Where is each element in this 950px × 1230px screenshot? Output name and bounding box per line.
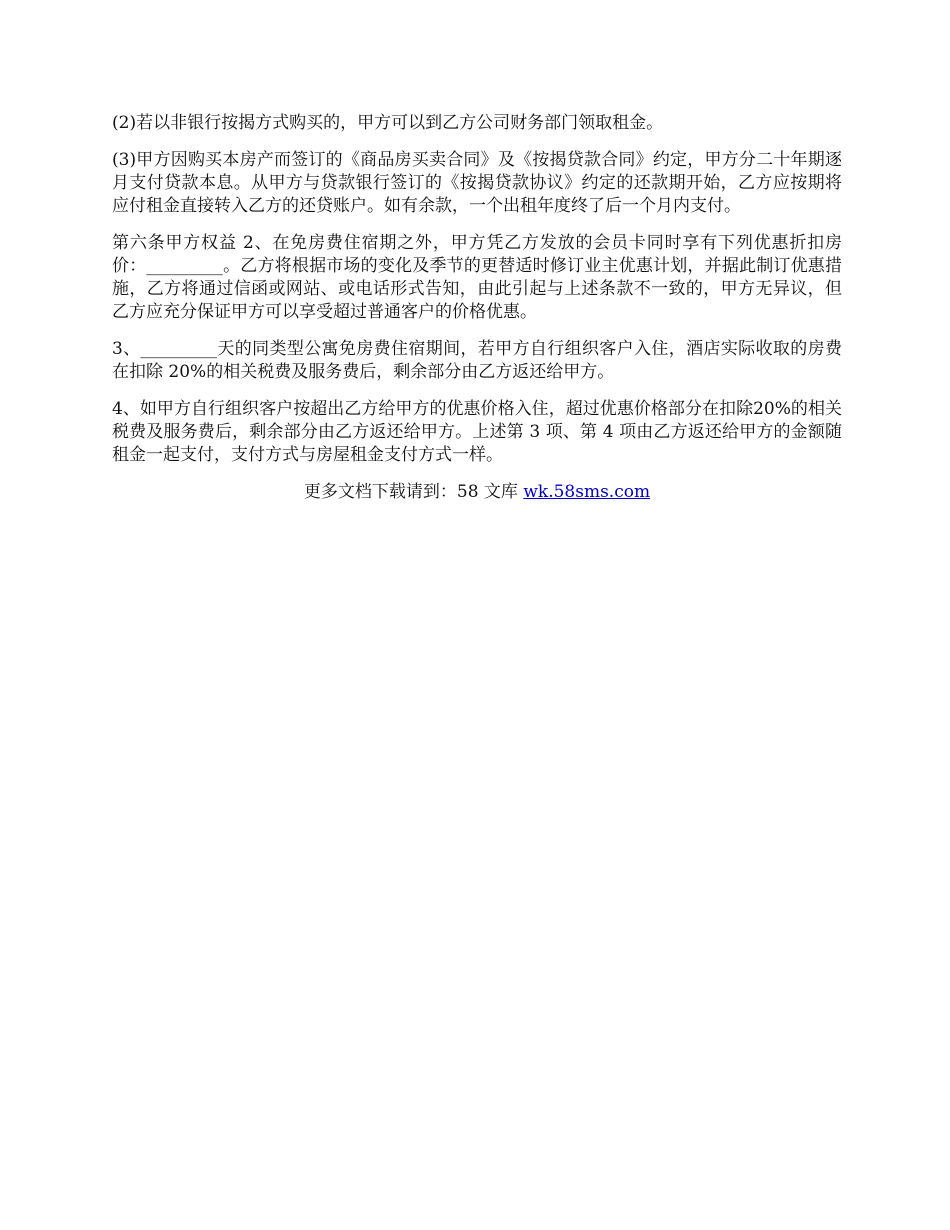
paragraph-excess-price-refund: 4、如甲方自行组织客户按超出乙方给甲方的优惠价格入住，超过优惠价格部分在扣除20%的相关税费及服务费后，剩余部分由乙方返还给甲方。上述第 3 项、第 4 项由乙方返还给甲方的金额随租金一起支付，支付方式与房屋租金支付方式一样。: [112, 399, 842, 465]
footer-link[interactable]: wk.58sms.com: [523, 482, 651, 502]
document-body: [112, 112, 842, 504]
paragraph-free-stay-period: 3、_________天的同类型公寓免房费住宿期间，若甲方自行组织客户入住，酒店实际收取的房费在扣除 20%的相关税费及服务费后，剩余部分由乙方返还给甲方。: [112, 339, 842, 382]
paragraph-article-six-discount: 第六条甲方权益 2、在免房费住宿期之外，甲方凭乙方发放的会员卡同时享有下列优惠折扣房价：_________。乙方将根据市场的变化及季节的更替适时修订业主优惠计划，并据此制订优惠措施，乙方将通过信函或网站、或电话形式告知，由此引起与上述条款不一致的，甲方无异议，但乙方应充分保证甲方可以享受超过普通客户的价格优惠。: [112, 233, 842, 322]
paragraph-mortgage-payment: (3)甲方因购买本房产而签订的《商品房买卖合同》及《按揭贷款合同》约定，甲方分二十年期逐月支付贷款本息。从甲方与贷款银行签订的《按揭贷款协议》约定的还款期开始，乙方应按期将应付租金直接转入乙方的还贷账户。如有余款，一个出租年度终了后一个月内支付。: [112, 150, 842, 216]
download-footer: [112, 481, 842, 504]
footer-text: 更多文档下载请到：58 文库: [303, 482, 524, 502]
paragraph-payment-non-bank: (2)若以非银行按揭方式购买的，甲方可以到乙方公司财务部门领取租金。: [112, 113, 664, 133]
